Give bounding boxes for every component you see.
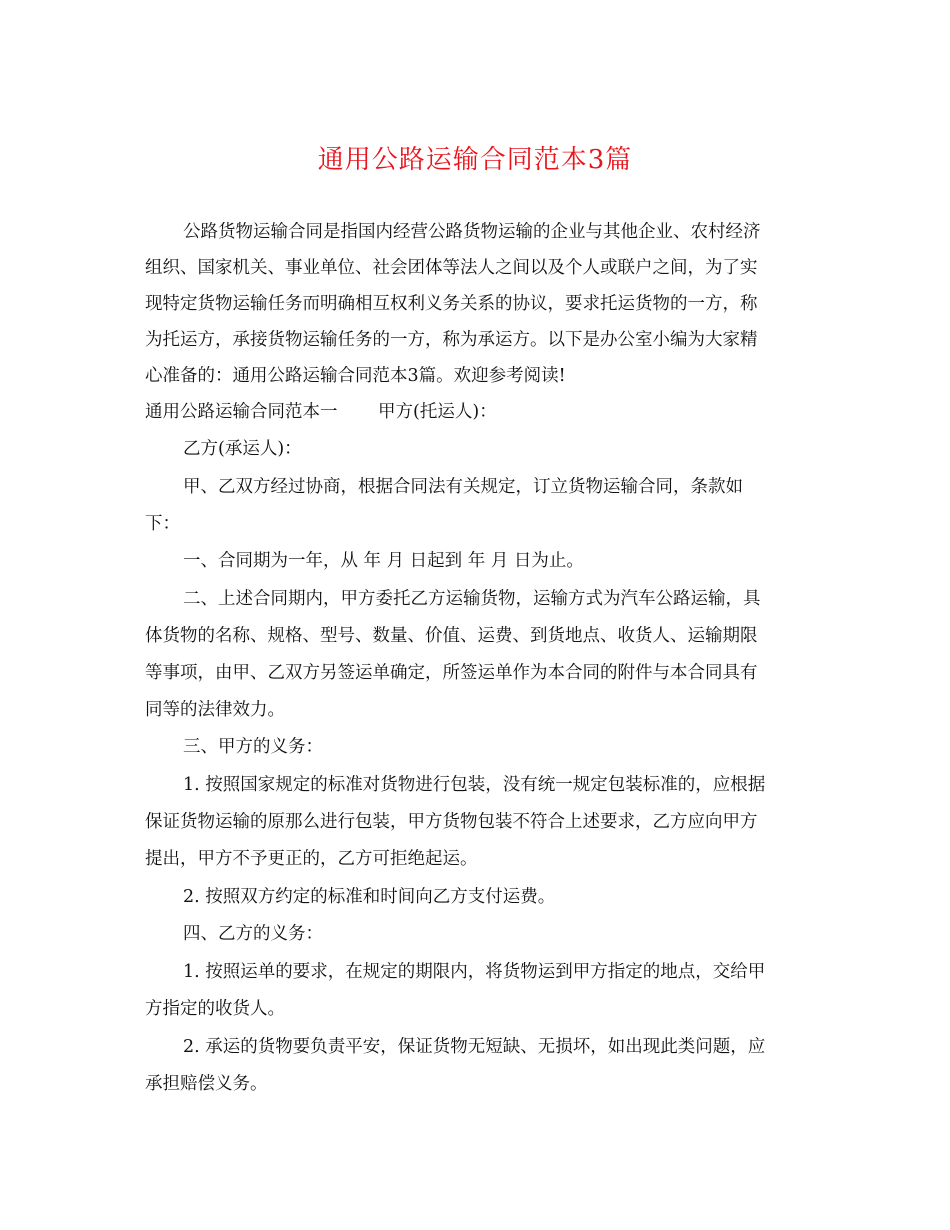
document-title: 通用公路运输合同范本3篇 <box>317 145 633 175</box>
clause-4-item-2-line: 2. 承运的货物要负责平安，保证货物无短缺、无损坏，如出现此类问题，应 <box>183 1037 766 1057</box>
intro-line: 心准备的：通用公路运输合同范本3篇。欢迎参考阅读! <box>145 366 566 386</box>
intro-line: 公路货物运输合同是指国内经营公路货物运输的企业与其他企业、农村经济 <box>183 222 761 242</box>
section-heading: 通用公路运输合同范本一 甲方(托运人)： <box>145 402 497 422</box>
party-b-line: 乙方(承运人)： <box>183 439 302 459</box>
clause-3-item-2: 2. 按照双方约定的标准和时间向乙方支付运费。 <box>183 887 556 907</box>
clause-2-line: 二、上述合同期内，甲方委托乙方运输货物，运输方式为汽车公路运输，具 <box>183 589 761 609</box>
intro-line: 现特定货物运输任务而明确相互权利义务关系的协议，要求托运货物的一方，称 <box>145 294 758 314</box>
clause-4-item-1-line: 方指定的收货人。 <box>145 999 285 1019</box>
clause-4-item-1-line: 1. 按照运单的要求，在规定的期限内，将货物运到甲方指定的地点，交给甲 <box>183 962 766 982</box>
intro-line: 组织、国家机关、事业单位、社会团体等法人之间以及个人或联户之间，为了实 <box>145 258 758 278</box>
clause-3-item-1-line: 保证货物运输的原那么进行包装，甲方货物包装不符合上述要求，乙方应向甲方 <box>145 812 758 832</box>
preamble-line: 甲、乙双方经过协商，根据合同法有关规定，订立货物运输合同，条款如 <box>183 477 743 497</box>
clause-2-line: 等事项，由甲、乙双方另签运单确定，所签运单作为本合同的附件与本合同具有 <box>145 663 758 683</box>
preamble-line: 下： <box>145 514 180 534</box>
clause-2-line: 同等的法律效力。 <box>145 700 285 720</box>
intro-line: 为托运方，承接货物运输任务的一方，称为承运方。以下是办公室小编为大家精 <box>145 330 758 350</box>
clause-3-item-1-line: 提出，甲方不予更正的，乙方可拒绝起运。 <box>145 849 478 869</box>
clause-1: 一、合同期为一年，从 年 月 日起到 年 月 日为止。 <box>183 551 584 571</box>
clause-3-item-1-line: 1. 按照国家规定的标准对货物进行包装，没有统一规定包装标准的，应根据 <box>183 775 766 795</box>
clause-4-heading: 四、乙方的义务： <box>183 924 323 944</box>
clause-4-item-2-line: 承担赔偿义务。 <box>145 1074 268 1094</box>
clause-3-heading: 三、甲方的义务： <box>183 737 323 757</box>
clause-2-line: 体货物的名称、规格、型号、数量、价值、运费、到货地点、收货人、运输期限 <box>145 626 758 646</box>
